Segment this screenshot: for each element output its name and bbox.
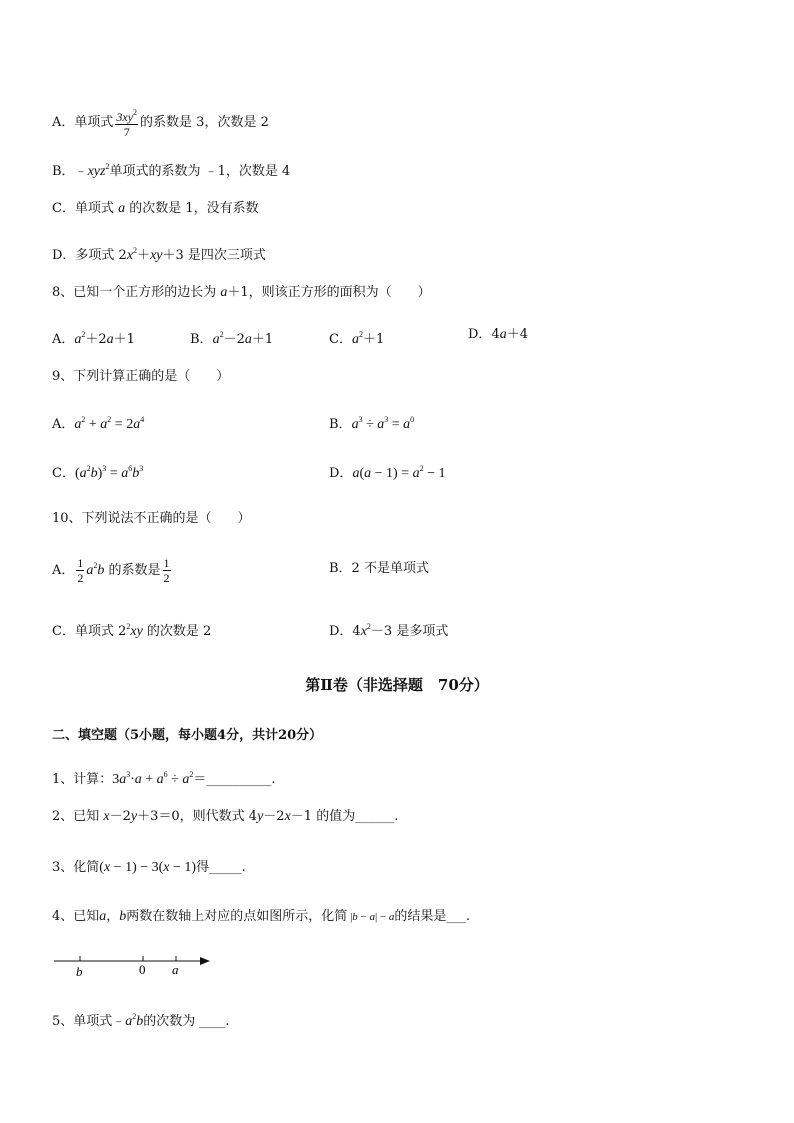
q8-stem: 8、已知一个正方形的边长为 a＋1，则该正方形的面积为（ ） — [52, 285, 431, 300]
q8-option-a: A．$a^2+2a+1$ — [52, 330, 135, 347]
fraction: $\frac{1}{2}$ — [163, 556, 170, 585]
fill-q4: 4、已知a，b两数在数轴上对应的点如图所示，化简 |b − a| − a的结果是___. — [52, 909, 471, 924]
fill-q3: 3、化简(x − 1) − 3(x − 1)得_____. — [52, 860, 246, 875]
q10-option-c: C．单项式 $2^2xy$ 的次数是 2 — [52, 622, 212, 639]
fill-q2: 2、已知 x－2y＋3＝0，则代数式 4y－2x－1 的值为______. — [52, 809, 399, 824]
fraction: $\frac{3xy^2}{7}$ — [116, 108, 138, 139]
section-subtitle: 二、填空题（5小题，每小题4分，共计20分） — [52, 728, 323, 743]
q9-option-d: D．$a(a - 1) = a^2 - 1$ — [329, 464, 446, 481]
q10-stem: 10、下列说法不正确的是（ ） — [52, 511, 251, 526]
q8-option-b: B．$a^2-2a+1$ — [190, 330, 274, 347]
q10-option-a: A． $\frac{1}{2}$ $a^2b$ 的系数是 $\frac{1}{2}$ — [52, 556, 170, 585]
q10-option-d: D．$4x^2-3$ 是多项式 — [329, 622, 449, 639]
q9-option-b: B．$a^3 \div a^3 = a^0$ — [329, 415, 415, 432]
fraction: $\frac{1}{2}$ — [77, 556, 84, 585]
q8-option-c: C．$a^2+1$ — [329, 330, 385, 347]
q7-option-b: B．﹣xyz$^2$单项式的系数为 ﹣1，次数是 4 — [52, 162, 291, 179]
number-line — [50, 952, 220, 982]
label-zero: 0 — [139, 962, 146, 977]
number-line-arrow — [200, 957, 210, 965]
q10-option-b: B．2 不是单项式 — [329, 561, 429, 576]
fill-q5: 5、单项式$﹣a^2b$的次数为 ____. — [52, 1012, 230, 1029]
q9-stem: 9、下列计算正确的是（ ） — [52, 369, 230, 384]
q9-option-a: A．$a^2 + a^2 = 2a^4$ — [52, 415, 145, 432]
q9-option-c: C．$(a^2b)^3 = a^6b^3$ — [52, 464, 144, 481]
q7-option-d: D．多项式 $2x^2+xy+3$ 是四次三项式 — [52, 246, 266, 263]
label-a: a — [172, 962, 179, 977]
q7-option-a: A．单项式 $\frac{3xy^2}{7}$ 的系数是 3，次数是 2 — [52, 108, 269, 139]
fill-q1: 1、计算：$3a^3\cdot a + a^6$ ÷ $a^2=\_\_\_\_\_\_\_\_\_\_$. — [52, 770, 276, 787]
q8-option-d: D．4a＋4 — [468, 327, 528, 342]
section-title: 第Ⅱ卷（非选择题 70分） — [305, 676, 489, 694]
q7-option-c: C．单项式 a 的次数是 1，没有系数 — [52, 201, 259, 216]
label-b: b — [76, 964, 83, 979]
